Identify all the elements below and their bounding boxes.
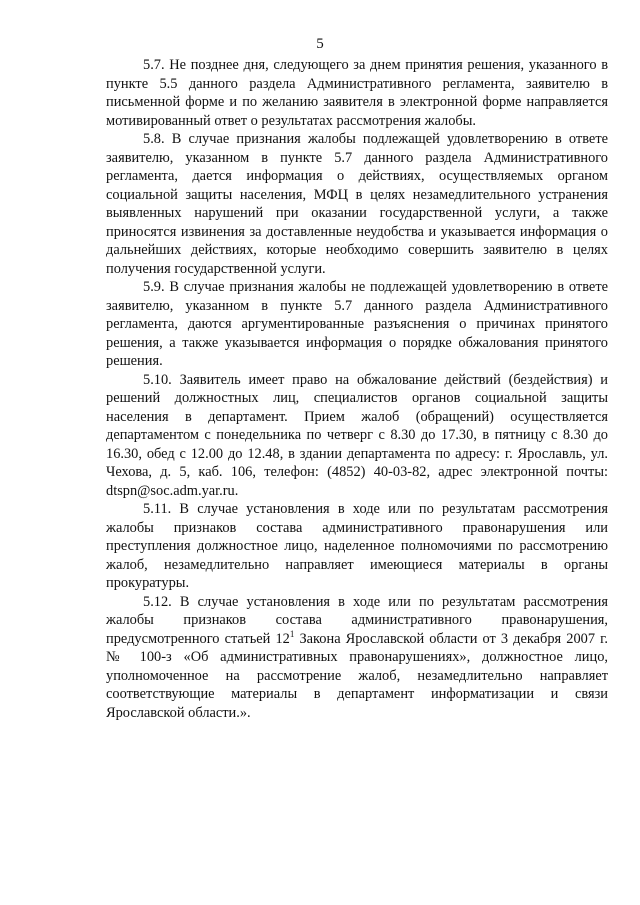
paragraph-5-7: 5.7. Не позднее дня, следующего за днем принятия решения, указанного в пункте 5.5 данного раздела Административного регламента, заявителю в письменной форме и по желанию заявителя в электронной форме направляется мотивированный ответ о результатах рассмотрения жалобы. [106,57,608,129]
page-number: 5 [316,36,324,52]
paragraph-5-10: 5.10. Заявитель имеет право на обжалование действий (бездействия) и решений должностных лиц, специалистов органов социальной защиты населения в департамент. Прием жалоб (обращений) осуществляется департаментом с понедельника по четверг с 8.30 до 17.30, в пятницу с 8.30 до 16.30, обед с 12.00 до 12.48, в здании департамента по адресу: г. Ярославль, ул. Чехова, д. 5, каб. 106, телефон: (4852) 40-03-82, адрес электронной почты: dtspn@soc.adm.yar.ru. [106,371,608,499]
paragraph-5-12-text-after: Закона Ярославской области от 3 декабря 2007 г. № 100-з «Об административных правонарушениях», должностное лицо, уполномоченное на рассмотрение жалоб, незамедлительно направляет соответствующие материалы в департамент информатизации и связи Ярославской области.». [106,630,608,721]
paragraph-5-9: 5.9. В случае признания жалобы не подлежащей удовлетворению в ответе заявителю, указанном в пункте 5.7 данного раздела Административного регламента, даются аргументированные разъяснения о причинах принятого решения, а также указывается информация о порядке обжалования принятого решения. [106,279,608,369]
paragraph-5-11: 5.11. В случае установления в ходе или по результатам рассмотрения жалобы признаков состава административного правонарушения или преступления должностное лицо, наделенное полномочиями по рассмотрению жалоб, незамедлительно направляет имеющиеся материалы в органы прокуратуры. [106,501,608,591]
article-superscript: 1 [289,628,295,639]
document-body [106,56,608,722]
paragraph-5-12 [106,593,608,723]
paragraph-5-8: 5.8. В случае признания жалобы подлежащей удовлетворению в ответе заявителю, указанном в пункте 5.7 данного раздела Административного регламента, дается информация о действиях, осуществляемых органом социальной защиты населения, МФЦ в целях незамедлительного устранения выявленных нарушений при оказании государственной услуги, а также приносятся извинения за доставленные неудобства и указывается информация о дальнейших действиях, которые необходимо совершить заявителю в целях получения государственной услуги. [106,131,608,277]
paragraph-5-12-text-before: 5.12. В случае установления в ходе или по результатам рассмотрения жалобы признаков состава административного правонарушения, предусмотренного статьей 12 [106,593,608,647]
